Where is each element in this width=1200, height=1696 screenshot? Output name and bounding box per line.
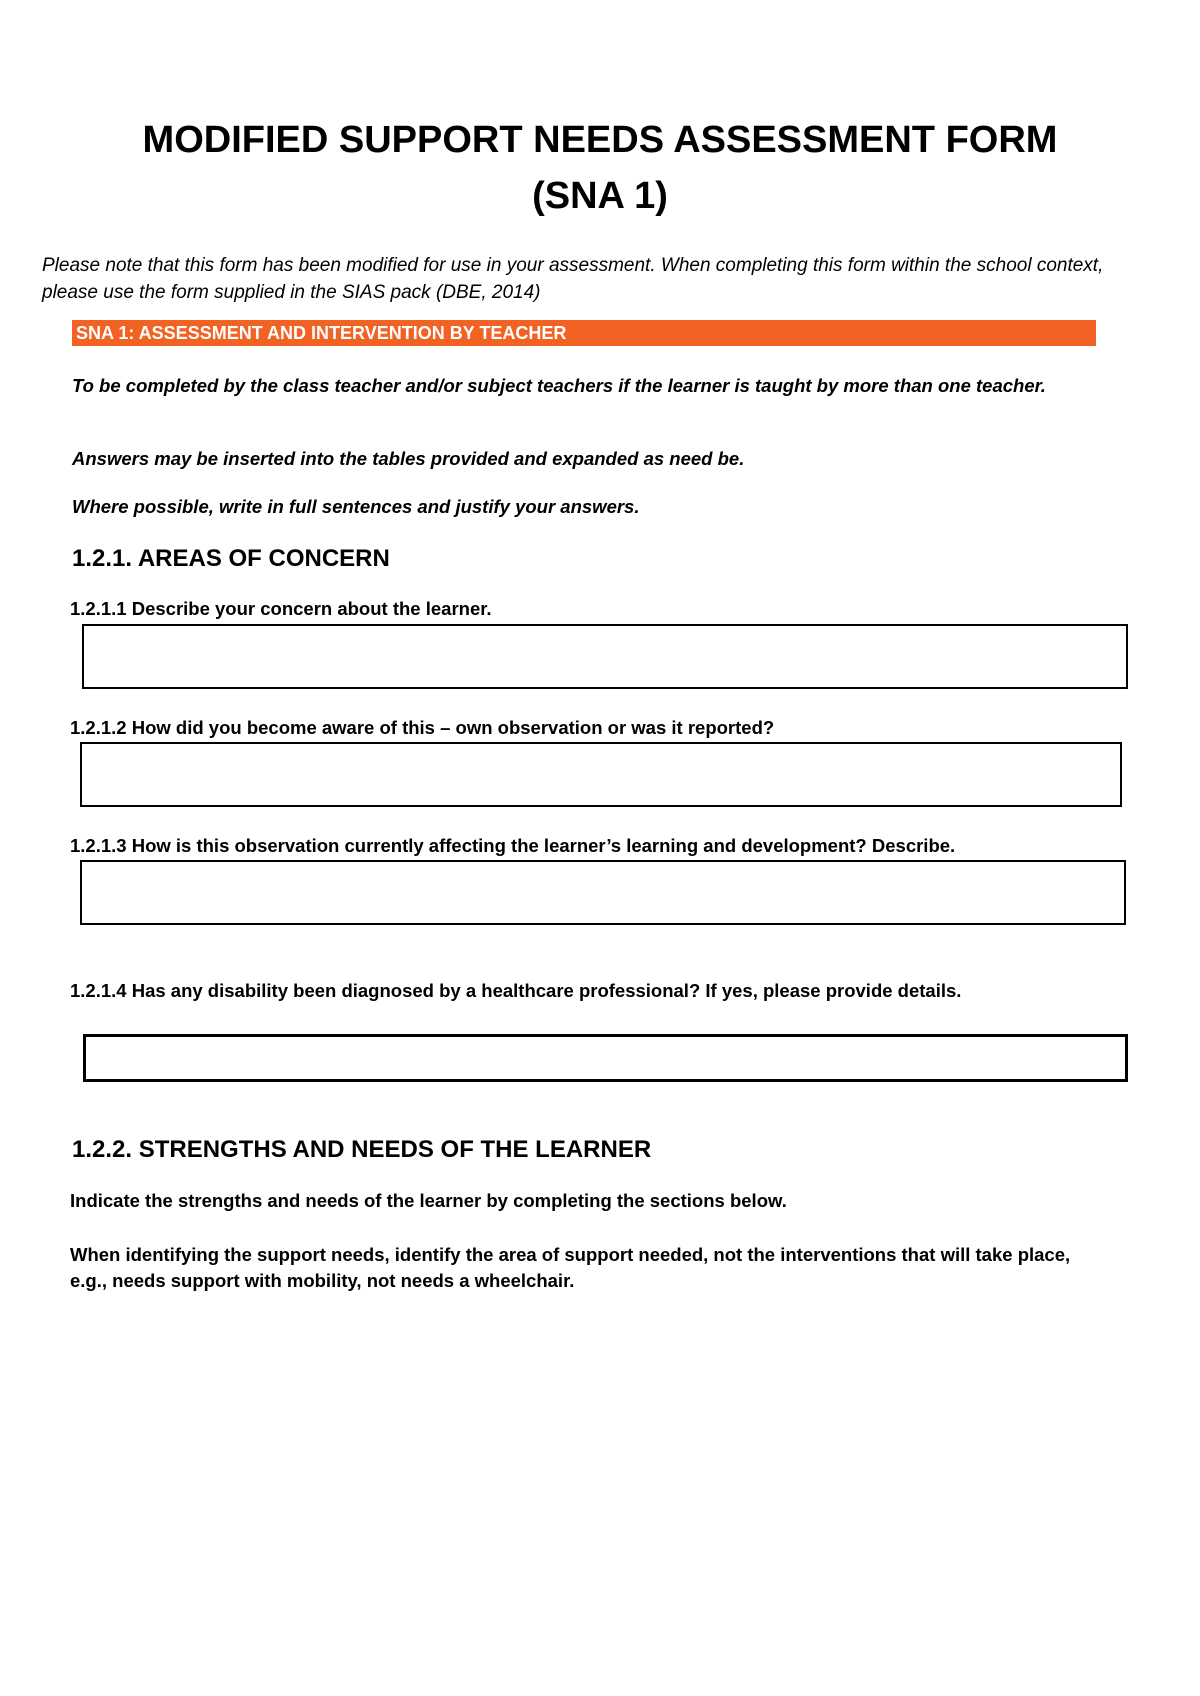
question-1-2-1-3: 1.2.1.3 How is this observation currently affecting the learner’s learning and development? Describe. [70,835,956,856]
title-line-1: MODIFIED SUPPORT NEEDS ASSESSMENT FORM [142,119,1058,161]
answer-box-1-2-1-4[interactable] [83,1034,1128,1082]
answer-box-1-2-1-1[interactable] [82,624,1128,689]
instruction-full-sentences: Where possible, write in full sentences and justify your answers. [72,496,640,517]
answer-box-1-2-1-3[interactable] [80,860,1126,925]
instruction-answers: Answers may be inserted into the tables provided and expanded as need be. [72,448,745,469]
title-line-2: (SNA 1) [532,175,668,217]
modification-note: Please note that this form has been modified for use in your assessment. When completing this form within the school context, please use the form supplied in the SIAS pack (DBE, 2014) [42,255,1104,303]
question-1-2-1-4: 1.2.1.4 Has any disability been diagnosed by a healthcare professional? If yes, please provide details. [70,980,962,1001]
support-needs-guidance: When identifying the support needs, identify the area of support needed, not the interventions that will take place, e.g., needs support with mobility, not needs a wheelchair. [70,1244,1071,1291]
question-1-2-1-1: 1.2.1.1 Describe your concern about the learner. [70,598,492,619]
heading-strengths-and-needs: 1.2.2. STRENGTHS AND NEEDS OF THE LEARNER [72,1136,652,1163]
heading-areas-of-concern: 1.2.1. AREAS OF CONCERN [72,545,390,572]
answer-box-1-2-1-2[interactable] [80,742,1122,807]
instruction-completed-by: To be completed by the class teacher and/or subject teachers if the learner is taught by more than one teacher. [72,375,1046,396]
section-bar-sna1: SNA 1: ASSESSMENT AND INTERVENTION BY TEACHER [72,320,1096,346]
page-title [0,112,1200,224]
question-1-2-1-2: 1.2.1.2 How did you become aware of this – own observation or was it reported? [70,717,775,738]
strengths-instruction: Indicate the strengths and needs of the learner by completing the sections below. [70,1190,787,1211]
